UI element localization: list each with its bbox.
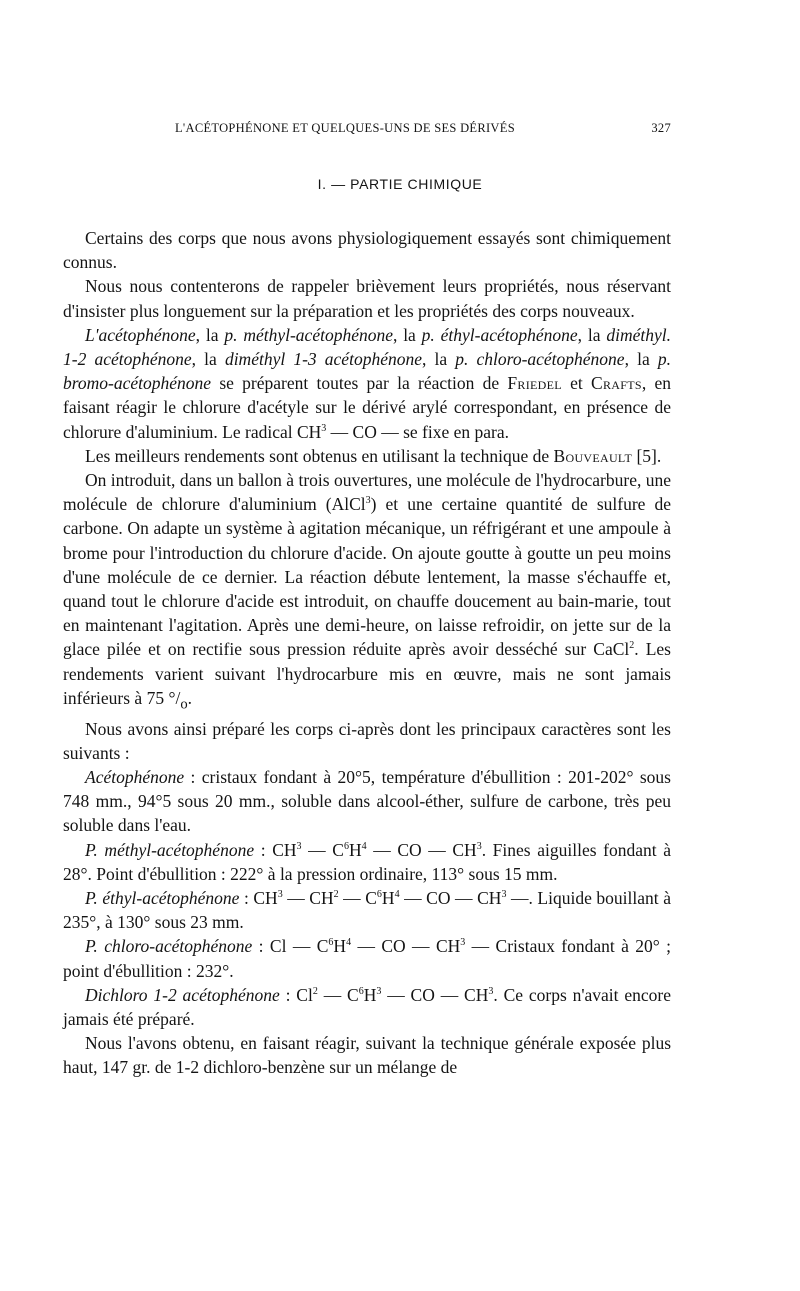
text-run: . Les rendements varient suivant l'hydrocarbure mis en œuvre, mais ne sont jamais inférieurs à 75 °/: [63, 639, 671, 708]
text-run: — CO — CH: [381, 984, 489, 1005]
compound-name: P. chloro-acétophénone: [85, 936, 253, 957]
superscript: 6: [358, 985, 364, 997]
text-run: : Cl — C: [252, 936, 329, 957]
superscript: 3: [501, 889, 507, 901]
paragraph-10: [63, 934, 671, 982]
superscript: 6: [328, 937, 334, 949]
text-run: — CH: [282, 887, 334, 908]
superscript: 6: [343, 840, 349, 852]
text-run: , la: [392, 324, 422, 345]
paragraph-11: [63, 983, 671, 1031]
text-run: — C: [317, 984, 359, 1005]
superscript: 6: [376, 889, 382, 901]
superscript: 2: [312, 985, 318, 997]
superscript: 3: [296, 840, 302, 852]
section-title: I. — PARTIE CHIMIQUE: [317, 176, 483, 192]
subscript: o: [180, 696, 188, 713]
text-run: se préparent toutes par la réaction de: [211, 373, 508, 394]
compound-name: p. méthyl-acétophénone: [224, 324, 393, 345]
superscript: 2: [629, 640, 635, 652]
text-run: , la: [421, 349, 456, 370]
superscript: 3: [321, 422, 327, 434]
text-run: — CO — CH: [399, 887, 502, 908]
text-run: , la: [624, 349, 658, 370]
paragraph-3: [63, 323, 671, 444]
compound-name: L'acétophénone: [85, 324, 196, 345]
paragraph-12: Nous l'avons obtenu, en faisant réagir, suivant la technique générale exposée plus haut, 147 gr. de 1-2 dichloro-benzène sur un mélange de: [63, 1033, 671, 1078]
compound-name: diméthyl. 1-2 acétophénone: [63, 324, 671, 370]
superscript: 3: [488, 985, 494, 997]
text-run: . Fines aiguilles fondant à 28°. Point d'ébullition : 222° à la pression ordinaire, 113° sous 15 mm.: [63, 839, 671, 884]
text-run: — CO — se fixe en para.: [326, 421, 510, 442]
compound-name: P. méthyl-acétophénone: [85, 839, 255, 860]
text-run: .: [187, 687, 192, 708]
text-run: — CO — CH: [366, 839, 477, 860]
author-name: Friedel: [507, 373, 562, 394]
superscript: 4: [346, 937, 352, 949]
superscript: 3: [376, 985, 382, 997]
paragraph-6: Nous avons ainsi préparé les corps ci-après dont les principaux caractères sont les suivants :: [63, 718, 671, 763]
text-run: : cristaux fondant à 20°5, température d'ébullition : 201-202° sous 748 mm., 94°5 sous 20 mm., soluble dans alcool-éther, sulfure de carbone, très peu soluble dans l'eau.: [63, 766, 671, 836]
text-run: : CH: [239, 887, 278, 908]
superscript: 4: [394, 889, 400, 901]
text-run: , en faisant réagir le chlorure d'acétyle sur le dérivé arylé correspondant, en présence de chlorure d'aluminium. Le radical CH: [63, 373, 671, 442]
text-run: , la: [195, 324, 225, 345]
paragraph-7: [63, 765, 671, 838]
text-run: , la: [191, 349, 225, 370]
superscript: 4: [361, 840, 367, 852]
text-run: : CH: [254, 839, 297, 860]
superscript: 3: [277, 889, 283, 901]
text-run: — CO — CH: [351, 936, 461, 957]
superscript: 2: [333, 889, 339, 901]
text-run: : Cl: [279, 984, 313, 1005]
text-run: Les meilleurs rendements sont obtenus en utilisant la technique de: [85, 445, 554, 466]
compound-name: p. chloro-acétophénone: [455, 349, 625, 370]
compound-name: P. éthyl-acétophénone: [85, 887, 240, 908]
reference-citation: [5].: [632, 445, 662, 466]
paragraph-5: [63, 468, 671, 717]
superscript: 3: [365, 495, 371, 507]
text-run: ) et une certaine quantité de sulfure de carbone. On adapte un système à agitation mécanique, un réfrigérant et une ampoule à brome pour l'introduction du chlorure d'acide. On ajoute goutte à goutte un peu moins d'une molécule de ce dernier. La réaction débute lentement, la masse s'échauffe et, quand tout le chlorure d'acide est introduit, on chauffe doucement au bain-marie, tout en maintenant l'agitation. Après une demi-heure, on laisse refroidir, on jette sur de la glace pilée et on rectifie sous pression réduite après avoir desséché sur CaCl: [63, 494, 671, 660]
superscript: 3: [476, 840, 482, 852]
page-number: 327: [651, 121, 671, 135]
text-run: H: [381, 887, 395, 908]
paragraph-8: [63, 838, 671, 886]
text-run: H: [348, 839, 362, 860]
compound-name: diméthyl 1-3 acétophénone: [224, 349, 422, 370]
body-text: [63, 226, 671, 1080]
text-run: — C: [338, 887, 377, 908]
paragraph-1: Certains des corps que nous avons physiologiquement essayés sont chimiquement connus.: [63, 228, 671, 273]
compound-name: Dichloro 1-2 acétophénone: [85, 984, 280, 1005]
superscript: 3: [460, 937, 466, 949]
running-title: L'ACÉTOPHÉNONE ET QUELQUES-UNS DE SES DÉRIVÉS: [175, 121, 515, 135]
paragraph-9: [63, 886, 671, 934]
text-run: , la: [577, 324, 607, 345]
text-run: H: [333, 936, 347, 957]
author-name: Bouveault: [553, 445, 633, 466]
text-run: et: [561, 373, 592, 394]
author-name: Crafts: [591, 373, 642, 394]
text-run: — C: [301, 839, 344, 860]
paragraph-2: Nous nous contenterons de rappeler brièvement leurs propriétés, nous réservant d'insister plus longuement sur la préparation et les propriétés des corps nouveaux.: [63, 276, 671, 321]
compound-name: p. bromo-acétophénone: [63, 349, 671, 394]
paragraph-4: [63, 444, 671, 468]
text-run: — Cristaux fondant à 20° ; point d'ébullition : 232°.: [63, 936, 672, 981]
text-run: H: [363, 984, 377, 1005]
text-run: On introduit, dans un ballon à trois ouvertures, une molécule de l'hydrocarbure, une molécule de chlorure d'aluminium (AlCl: [63, 470, 671, 515]
text-run: —. Liquide bouillant à 235°, à 130° sous 23 mm.: [63, 887, 671, 933]
compound-name: p. éthyl-acétophénone: [421, 324, 578, 345]
text-run: . Ce corps n'avait encore jamais été préparé.: [63, 984, 671, 1029]
compound-name: Acétophénone: [85, 766, 185, 787]
